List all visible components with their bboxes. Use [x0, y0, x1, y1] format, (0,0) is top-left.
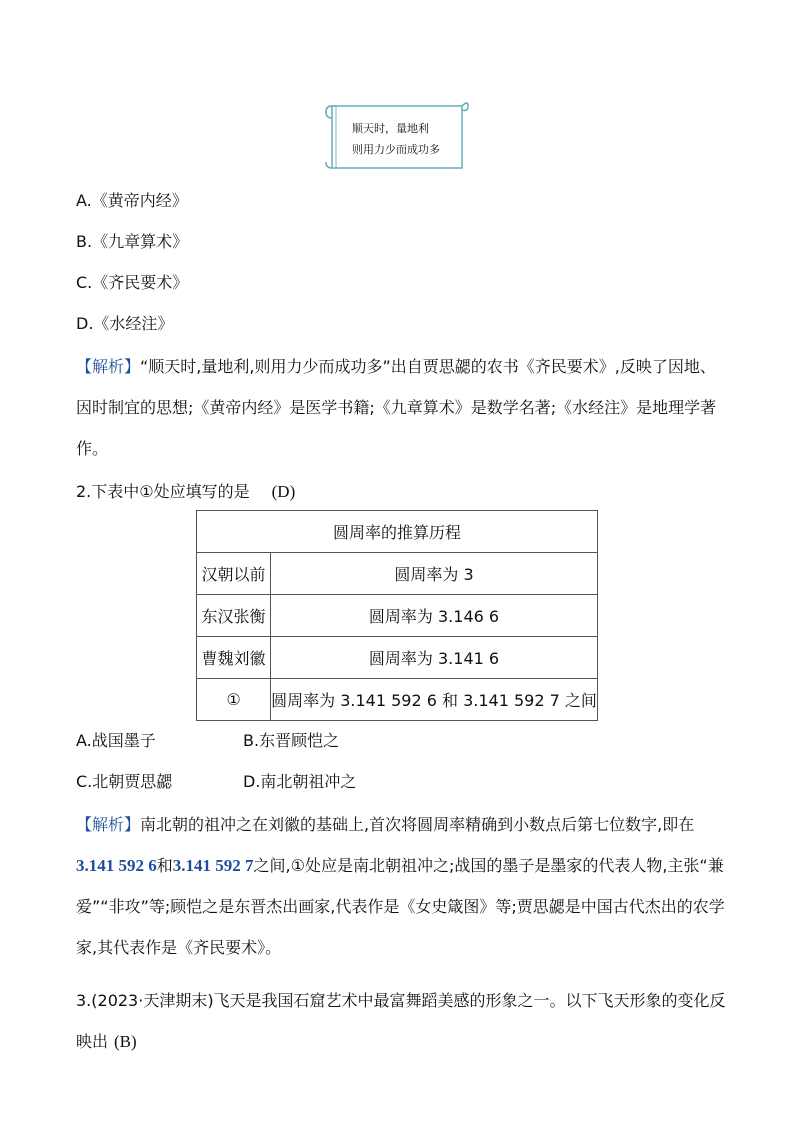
pi-history-table	[196, 510, 598, 721]
q2-analysis	[76, 804, 726, 968]
table-value-cell: 圆周率为 3.146 6	[271, 595, 598, 637]
q2-option-c: C.北朝贾思勰	[76, 772, 173, 791]
q1-option-c: C.《齐民要术》	[76, 273, 189, 292]
table-row	[197, 553, 598, 595]
q1-option-d: D.《水经注》	[76, 314, 174, 333]
q2-analysis-number-2: 3.141 592 7	[172, 856, 254, 875]
q2-analysis-text-3: 之间,①处应是南北朝祖冲之;战国的墨子是墨家的代表人物,主张“兼爱”“非攻”等;顾恺之是东晋杰出画家,代表作是《女史箴图》等;贾思勰是中国古代杰出的农学家,其代表作是《齐民要术》。	[76, 856, 725, 957]
q1-option-b: B.《九章算术》	[76, 232, 189, 251]
table-era-cell: 东汉张衡	[197, 595, 271, 637]
scroll-illustration	[322, 100, 472, 170]
table-row	[197, 637, 598, 679]
table-title: 圆周率的推算历程	[197, 511, 598, 553]
scroll-line-2: 则用力少而成功多	[352, 143, 440, 156]
table-era-cell: ①	[197, 679, 271, 721]
table-title-row	[197, 511, 598, 553]
q2-analysis-text-2: 和	[156, 856, 173, 875]
q2-analysis-text-1: 南北朝的祖冲之在刘徽的基础上,首次将圆周率精确到小数点后第七位数字,即在	[140, 815, 695, 834]
q2-stem	[76, 481, 295, 503]
analysis-tag: 【解析】	[76, 815, 141, 834]
table-row	[197, 595, 598, 637]
table-value-cell: 圆周率为 3.141 6	[271, 637, 598, 679]
q1-analysis	[76, 346, 726, 469]
q2-answer: (D)	[271, 482, 296, 501]
table-value-cell: 圆周率为 3	[271, 553, 598, 595]
q1-analysis-text: “顺天时,量地利,则用力少而成功多”出自贾思勰的农书《齐民要术》,反映了因地、因时制宜的思想;《黄帝内经》是医学书籍;《九章算术》是数学名著;《水经注》是地理学著作。	[76, 357, 717, 458]
analysis-tag: 【解析】	[76, 357, 141, 376]
table-era-cell: 曹魏刘徽	[197, 637, 271, 679]
q3-stem	[76, 980, 726, 1062]
table-row	[197, 679, 598, 721]
q3-answer: (B)	[114, 1032, 137, 1051]
table-era-cell: 汉朝以前	[197, 553, 271, 595]
table-value-cell: 圆周率为 3.141 592 6 和 3.141 592 7 之间	[271, 679, 598, 721]
scroll-line-1: 顺天时，量地利	[352, 122, 429, 135]
q3-stem-text: 3.(2023·天津期末)飞天是我国石窟艺术中最富舞蹈美感的形象之一。以下飞天形象的变化反映出	[76, 991, 726, 1051]
q2-option-b: B.东晋顾恺之	[243, 731, 340, 750]
q2-stem-text: 2.下表中①处应填写的是	[76, 482, 250, 501]
q2-option-a: A.战国墨子	[76, 731, 156, 750]
q2-option-d: D.南北朝祖冲之	[243, 772, 357, 791]
q1-option-a: A.《黄帝内经》	[76, 191, 188, 210]
q2-analysis-number-1: 3.141 592 6	[76, 856, 157, 875]
